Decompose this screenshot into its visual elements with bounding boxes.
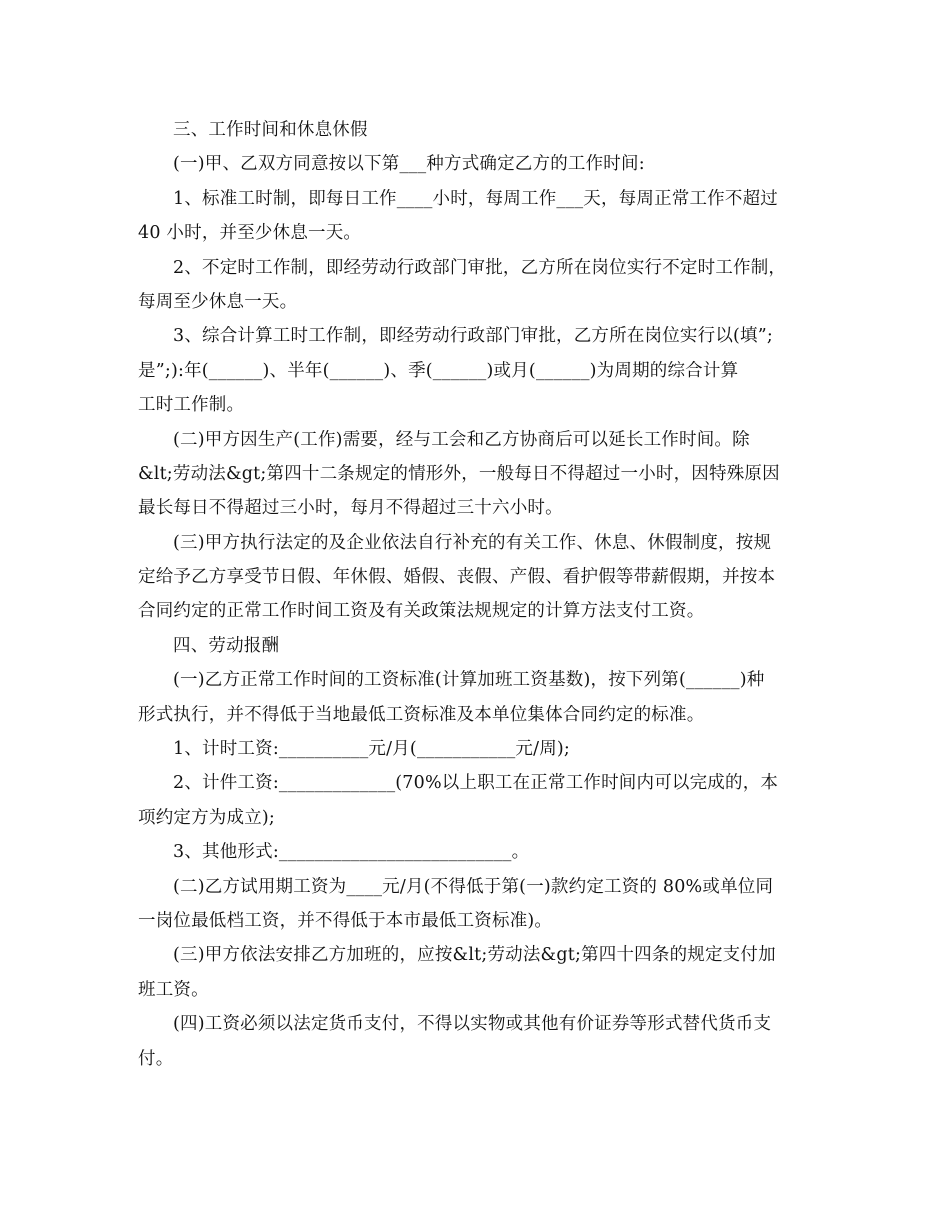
text-line: 3、其他形式:__________________________。 (173, 842, 530, 863)
text-line: &lt;劳动法&gt;第四十二条规定的情形外，一般每日不得超过一小时，因特殊原因 (138, 463, 780, 484)
text-line: (一)甲、乙双方同意按以下第___种方式确定乙方的工作时间: (173, 154, 645, 175)
text-line: 工时工作制。 (138, 395, 245, 416)
text-line: 付。 (138, 1048, 174, 1069)
text-line: 三、工作时间和休息休假 (173, 120, 368, 140)
text-line: 最长每日不得超过三小时，每月不得超过三十六小时。 (138, 498, 563, 519)
text-line: 2、计件工资:_____________(70%以上职工在正常工作时间内可以完成的，本 (173, 773, 779, 794)
text-line: 形式执行，并不得低于当地最低工资标准及本单位集体合同约定的标准。 (138, 704, 705, 725)
text-line: 1、计时工资:__________元/月(___________元/周); (173, 739, 571, 760)
text-line: 每周至少休息一天。 (138, 291, 298, 312)
text-line: (二)乙方试用期工资为____元/月(不得低于第(一)款约定工资的 80%或单位同 (173, 876, 774, 897)
text-line: (四)工资必须以法定货币支付，不得以实物或其他有价证券等形式替代货币支 (173, 1014, 772, 1035)
text-line: 40 小时，并至少休息一天。 (138, 223, 362, 244)
text-line: 定给予乙方享受节日假、年休假、婚假、丧假、产假、看护假等带薪假期，并按本 (138, 567, 776, 588)
text-line: (二)甲方因生产(工作)需要，经与工会和乙方协商后可以延长工作时间。除 (173, 429, 750, 450)
text-line: 3、综合计算工时工作制，即经劳动行政部门审批，乙方所在岗位实行以(填”; (173, 326, 774, 347)
text-line: 班工资。 (138, 979, 209, 1000)
text-line: 项约定方为成立); (138, 807, 276, 828)
text-line: (三)甲方执行法定的及企业依法自行补充的有关工作、休息、休假制度，按规 (173, 532, 772, 553)
text-line: 1、标准工时制，即每日工作____小时，每周工作___天，每周正常工作不超过 (173, 188, 778, 209)
text-line: 四、劳动报酬 (173, 635, 280, 656)
text-line: 2、不定时工作制，即经劳动行政部门审批，乙方所在岗位实行不定时工作制， (173, 257, 787, 278)
text-line: (一)乙方正常工作时间的工资标准(计算加班工资基数)，按下列第(______)种 (173, 670, 765, 691)
text-line: 是”;):年(______)、半年(______)、季(______)或月(______)为周期的综合计算 (138, 360, 739, 381)
text-line: 合同约定的正常工作时间工资及有关政策法规规定的计算方法支付工资。 (138, 601, 705, 622)
text-line: (三)甲方依法安排乙方加班的，应按&lt;劳动法&gt;第四十四条的规定支付加 (173, 945, 776, 966)
text-line: 一岗位最低档工资，并不得低于本市最低工资标准)。 (138, 910, 553, 931)
document-body (138, 113, 818, 1076)
